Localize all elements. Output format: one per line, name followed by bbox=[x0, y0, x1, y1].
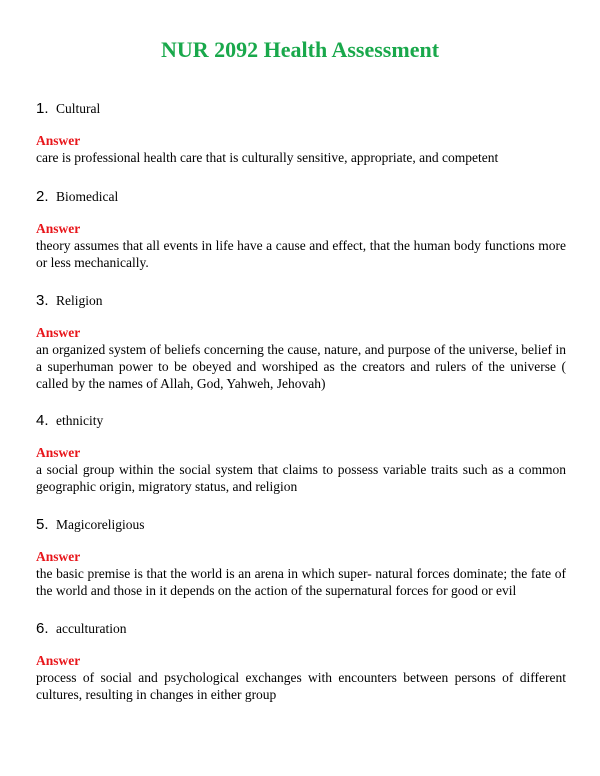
question-line bbox=[36, 620, 566, 638]
answer-text: theory assumes that all events in life have a cause and effect, that the human body functions more or less mechanically. bbox=[36, 238, 566, 270]
question-number: 2. bbox=[36, 188, 49, 205]
qa-item bbox=[36, 620, 566, 703]
answer-label: Answer bbox=[36, 549, 81, 564]
question-line bbox=[36, 412, 566, 430]
question-term: Biomedical bbox=[56, 189, 119, 204]
answer-text: an organized system of beliefs concerning the cause, nature, and purpose of the universe, belief in a superhuman power to be obeyed and worshiped as the creators and rulers of the universe ( called by the names of Allah, God, Yahweh, Jehovah) bbox=[36, 342, 566, 391]
answer-text: a social group within the social system that claims to possess variable traits such as a common geographic origin, migratory status, and religion bbox=[36, 462, 566, 494]
qa-item bbox=[36, 100, 566, 166]
qa-item bbox=[36, 516, 566, 599]
answer-label: Answer bbox=[36, 221, 81, 236]
answer-label: Answer bbox=[36, 653, 81, 668]
document-title: NUR 2092 Health Assessment bbox=[160, 37, 440, 62]
question-number: 5. bbox=[36, 516, 49, 533]
qa-item bbox=[36, 412, 566, 495]
question-line bbox=[36, 516, 566, 534]
question-number: 3. bbox=[36, 292, 49, 309]
question-term: Religion bbox=[56, 293, 103, 308]
answer-label: Answer bbox=[36, 325, 81, 340]
question-number: 6. bbox=[36, 620, 49, 637]
question-term: Cultural bbox=[56, 101, 101, 116]
answer-label: Answer bbox=[36, 133, 81, 148]
answer-text: process of social and psychological exchanges with encounters between persons of different cultures, resulting in changes in either group bbox=[36, 670, 566, 702]
question-term: Magicoreligious bbox=[56, 517, 145, 532]
question-line bbox=[36, 100, 566, 118]
answer-text: the basic premise is that the world is an arena in which super- natural forces dominate; the fate of the world and those in it depends on the action of the supernatural forces for good or evil bbox=[36, 566, 566, 598]
question-term: ethnicity bbox=[56, 413, 104, 428]
question-number: 4. bbox=[36, 412, 49, 429]
question-line bbox=[36, 292, 566, 310]
answer-text: care is professional health care that is culturally sensitive, appropriate, and competent bbox=[36, 150, 499, 165]
question-line bbox=[36, 188, 566, 206]
qa-item bbox=[36, 292, 566, 392]
question-number: 1. bbox=[36, 100, 49, 117]
question-term: acculturation bbox=[56, 621, 127, 636]
answer-label: Answer bbox=[36, 445, 81, 460]
qa-item bbox=[36, 188, 566, 271]
